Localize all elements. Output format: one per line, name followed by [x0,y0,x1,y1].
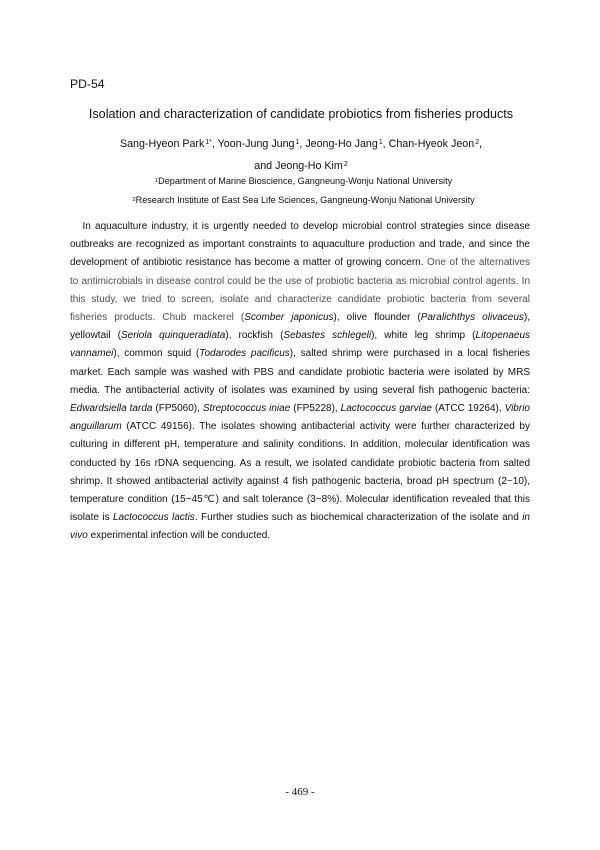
abstract-segment: ), white leg shrimp ( [371,330,476,342]
author-superscript: 1 [378,139,383,147]
abstract-segment: (FP5060), [152,403,203,415]
author-superscript: 1* [205,139,212,147]
author-separator: , [299,138,306,150]
author-name: Jeong-Ho Kim [275,160,343,172]
abstract-segment: In aquaculture industry, it is urgently needed to develop microbial control strategies since disease outbreaks are recognized as important constraints to aquaculture production and trade, and since the development of antibiotic resistance has become a matter of growing concern. [70,221,530,269]
author-superscript: 2 [343,161,348,169]
abstract-segment: ), yellowtail ( [70,312,530,342]
affiliation-superscript: 1 [154,177,159,184]
affiliation-text: Department of Marine Bioscience, Gangneung-Wonju National University [158,176,453,186]
affiliation-list [84,173,522,211]
species-name: Edwardsiella tarda [70,403,153,415]
abstract-segment: . Further studies such as biochemical characterization of the isolate and [194,512,523,524]
author-list [82,134,520,178]
affiliation-text: Research Institute of East Sea Life Sciences, Gangneung-Wonju National University [135,195,475,205]
author-name: Yoon-Jung Jung [217,138,295,150]
species-name: Scomber japonicus [244,312,334,324]
author-conjunction: and [254,160,276,172]
species-name: Streptococcus iniae [202,403,291,415]
species-name: Vibrio anguillarum [70,403,530,433]
abstract-segment: ), common squid ( [113,348,200,360]
poster-code: PD-54 [70,77,105,91]
affiliation-superscript: 2 [132,196,136,203]
paper-title: Isolation and characterization of candidate probiotics from fisheries products [88,107,514,121]
abstract-text [70,218,530,546]
author-name: Chan-Hyeok Jeon [388,138,475,150]
affiliation-line [84,192,522,211]
species-name: Lactococcus lactis [113,512,195,524]
author-name: Jeong-Ho Jang [305,138,378,150]
abstract-segment: ), rockfish ( [225,330,284,342]
abstract-segment: (FP5228), [290,403,341,415]
species-name: Paralichthys olivaceus [420,312,524,324]
species-name: Litopenaeus vannamei [70,330,531,360]
abstract-segment: (ATCC 49156). The isolates showing antibacterial activity were further characterized by culturing in different pH, temperature and salinity conditions. In addition, molecular identification was conducted by 16s rDNA sequencing. As a result, we isolated candidate probiotic bacteria from salted shrimp. It showed antibacterial activity against 4 fish pathogenic bacteria, broad pH spectrum (2~10), temperature condition (15~45℃) and salt tolerance (3~8%). Molecular identification revealed that this isolate is [70,421,530,524]
species-name: Sebastes schlegeli [283,330,372,342]
author-separator: , [479,138,483,150]
abstract-segment: (ATCC 19264), [432,403,505,415]
abstract-segment-gray: One of the alternatives to antimicrobials in disease control could be the use of probiotic bacteria as microbial control agents. In this study, we tried to screen, isolate and characterize candidate probiotic bacteria from several fisheries products. Chub mackerel ( [70,257,530,324]
author-separator: , [211,138,218,150]
abstract-segment: ), salted shrimp were purchased in a local fisheries market. Each sample was washed with PBS and candidate probiotic bacteria were isolated by MRS media. The antibacterial activity of isolates was examined by using several fish pathogenic bacteria: [70,348,530,396]
author-superscript: 1 [295,139,300,147]
affiliation-line [84,173,522,192]
page-number: - 469 - [285,786,315,798]
author-name: Sang-Hyeon Park [119,138,205,150]
abstract-segment: ), olive flounder ( [333,312,421,324]
italic-term: in vivo [70,512,530,542]
abstract-segment: experimental infection will be conducted. [87,530,271,542]
author-superscript: 2 [475,139,480,147]
species-name: Lactococcus garviae [340,403,432,415]
author-separator: , [382,138,389,150]
species-name: Todarodes pacificus [199,348,290,360]
species-name: Seriola quinqueradiata [120,330,226,342]
